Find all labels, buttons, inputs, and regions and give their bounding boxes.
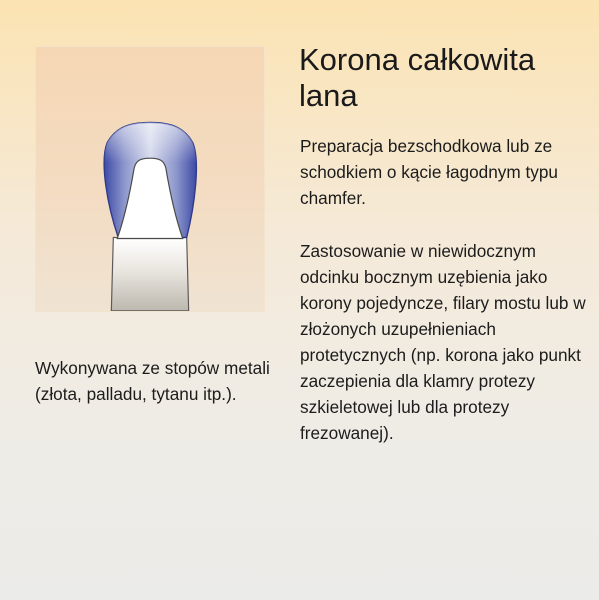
material-caption: Wykonywana ze stopów metali (złota, palladu, tytanu itp.). <box>35 358 270 404</box>
crown-illustration-panel <box>35 46 265 312</box>
usage-text: Zastosowanie w niewidocznym odcinku bocznym uzębienia jako korony pojedyncze, filary mostu lub w złożonych uzupełnieniach protetycznych (np. korona jako punkt zaczepienia dla klamry protezy szkieletowej lub dla protezy frezowanej). <box>300 241 586 443</box>
preparation-text: Preparacja bezschodkowa lub ze schodkiem o kącie łagodnym typu chamfer. <box>300 136 558 208</box>
page-title: Korona całkowita lana <box>299 42 536 113</box>
tooth-root <box>111 237 188 310</box>
cast-crown-diagram <box>36 47 264 311</box>
